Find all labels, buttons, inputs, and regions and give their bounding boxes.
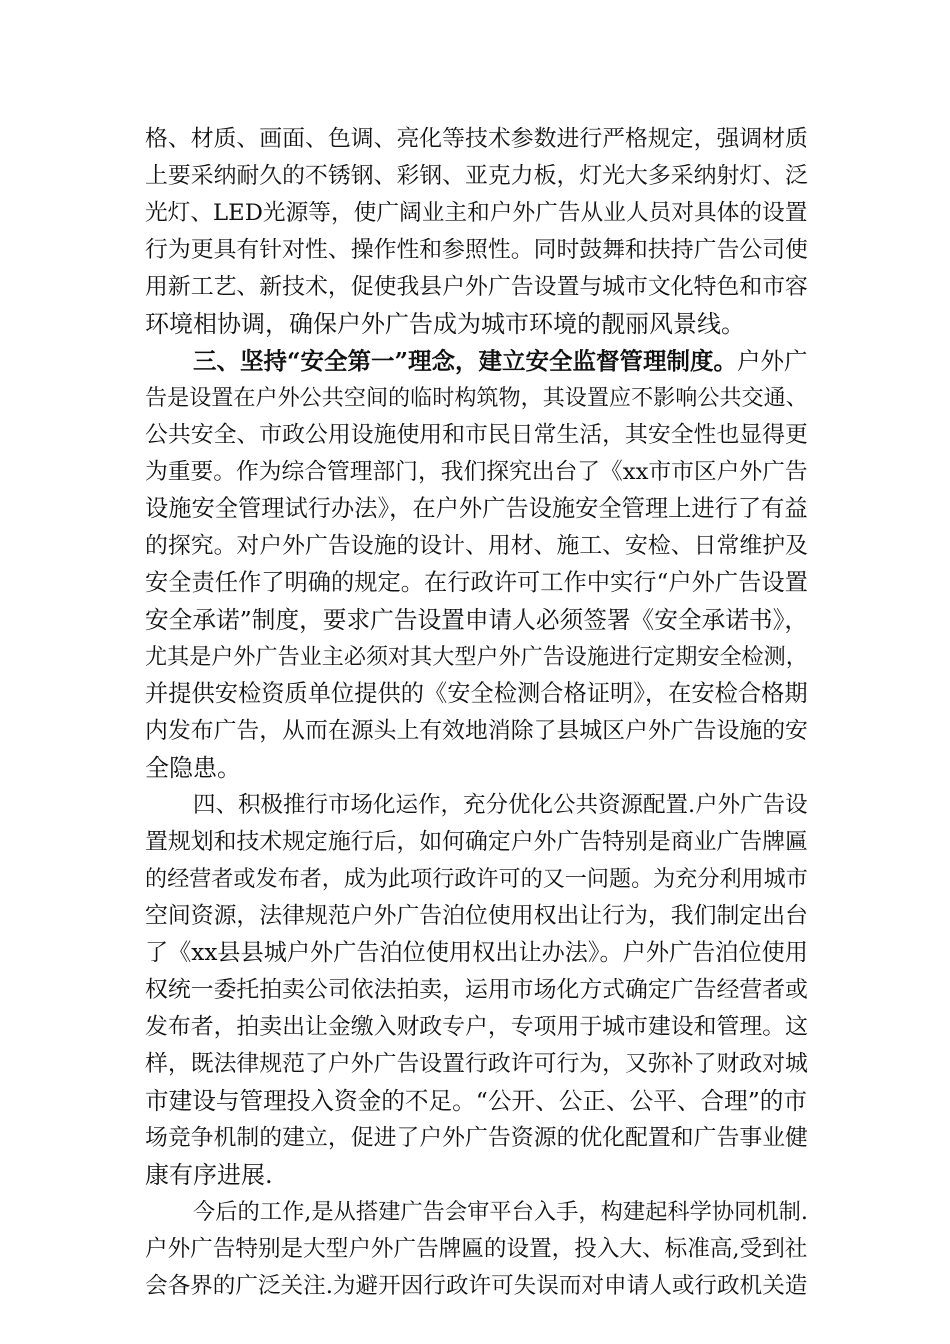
line-text: 的探究。对户外广告设施的设计、用材、施工、安检、日常维护及: [145, 533, 808, 559]
text-line: [0, 380, 950, 416]
text-line: [0, 1157, 950, 1193]
line-text: 光灯、LED光源等，使广阔业主和户外广告从业人员对具体的设置: [145, 200, 808, 226]
text-line: [0, 1120, 950, 1156]
text-line: [0, 602, 950, 638]
text-line: [0, 824, 950, 860]
line-text: 用新工艺、新技术，促使我县户外广告设置与城市文化特色和市容: [145, 274, 808, 300]
text-line: [0, 306, 950, 342]
text-line: [0, 417, 950, 453]
line-text: 康有序进展.: [145, 1161, 273, 1189]
text-line: [0, 1046, 950, 1082]
text-line: [0, 565, 950, 601]
text-line: [0, 158, 950, 194]
text-line: [0, 676, 950, 712]
line-text: 户外广告特别是大型户外广告牌匾的设置，投入大、标准高,受到社: [145, 1236, 808, 1262]
line-text: 设施安全管理试行办法》，在户外广告设施安全管理上进行了有益: [145, 495, 808, 522]
text-line: [0, 454, 950, 490]
line-text: 权统一委托拍卖公司依法拍卖，运用市场化方式确定广告经营者或: [145, 977, 808, 1003]
text-line: [0, 972, 950, 1008]
line-text: 了《xx县县城户外广告泊位使用权出让办法》。户外广告泊位使用: [145, 940, 808, 966]
line-text: 告是设置在户外公共空间的临时构筑物，其设置应不影响公共交通、: [145, 385, 808, 411]
line-text: 安全责任作了明确的规定。在行政许可工作中实行“户外广告设置: [145, 569, 808, 596]
section-heading-line: [0, 343, 950, 379]
line-text: 四、积极推行市场化运作，充分优化公共资源配置.户外广告设: [193, 792, 808, 818]
line-text: 发布者，拍卖出让金缴入财政专户，专项用于城市建设和管理。这: [145, 1014, 808, 1040]
text-line: [0, 1194, 950, 1230]
line-text: 公共安全、市政公用设施使用和市民日常生活，其安全性也显得更: [145, 422, 808, 448]
text-line: [0, 713, 950, 749]
text-line: [0, 1231, 950, 1267]
line-text: 并提供安检资质单位提供的《安全检测合格证明》，在安检合格期: [145, 680, 808, 707]
line-text: 格、材质、画面、色调、亮化等技术参数进行严格规定，强调材质: [145, 126, 808, 152]
text-line: [0, 269, 950, 305]
line-text: 内发布广告，从而在源头上有效地消除了县城区户外广告设施的安: [145, 718, 808, 744]
section-heading: 三、坚持“安全第一”理念，建立安全监督管理制度。: [193, 347, 738, 375]
line-text: 的经营者或发布者，成为此项行政许可的又一问题。为充分利用城市: [145, 866, 808, 892]
line-text: 为重要。作为综合管理部门，我们探究出台了《xx市市区户外广告: [145, 459, 808, 485]
text-line: [0, 1009, 950, 1045]
line-text: 全隐患。: [145, 754, 241, 782]
line-text: 行为更具有针对性、操作性和参照性。同时鼓舞和扶持广告公司使: [145, 237, 808, 263]
text-line: [0, 528, 950, 564]
line-text: 空间资源，法律规范户外广告泊位使用权出让行为，我们制定出台: [145, 903, 808, 929]
line-text: 场竞争机制的建立，促进了户外广告资源的优化配置和广告事业健: [145, 1125, 808, 1151]
line-text: 上要采纳耐久的不锈钢、彩钢、亚克力板，灯光大多采纳射灯、泛: [145, 163, 808, 189]
line-text: 置规划和技术规定施行后，如何确定户外广告特别是商业广告牌匾: [145, 829, 808, 855]
text-line: [0, 787, 950, 823]
section-heading-text: [193, 343, 808, 379]
text-line: [0, 195, 950, 231]
text-line: [0, 898, 950, 934]
line-text: 安全承诺”制度，要求广告设置申请人必须签署《安全承诺书》，: [145, 606, 809, 634]
text-line: [0, 861, 950, 897]
text-line: [0, 1083, 950, 1119]
line-text: 尤其是户外广告业主必须对其大型户外广告设施进行定期安全检测，: [145, 644, 808, 670]
text-line: [0, 1268, 950, 1304]
line-text: 会各界的广泛关注.为避开因行政许可失误而对申请人或行政机关造: [145, 1273, 808, 1299]
text-line: [0, 491, 950, 527]
text-line: [0, 935, 950, 971]
text-line: [0, 232, 950, 268]
line-text: 样，既法律规范了户外广告设置行政许可行为，又弥补了财政对城: [145, 1051, 808, 1077]
text-line: [0, 750, 950, 786]
line-text: 户外广: [737, 347, 808, 375]
line-text: 今后的工作,是从搭建广告会审平台入手，构建起科学协同机制.: [193, 1199, 808, 1225]
text-line: [0, 121, 950, 157]
text-line: [0, 639, 950, 675]
line-text: 市建设与管理投入资金的不足。“公开、公正、公平、合理”的市: [145, 1087, 808, 1115]
line-text: 环境相协调，确保户外广告成为城市环境的靓丽风景线。: [145, 310, 745, 338]
